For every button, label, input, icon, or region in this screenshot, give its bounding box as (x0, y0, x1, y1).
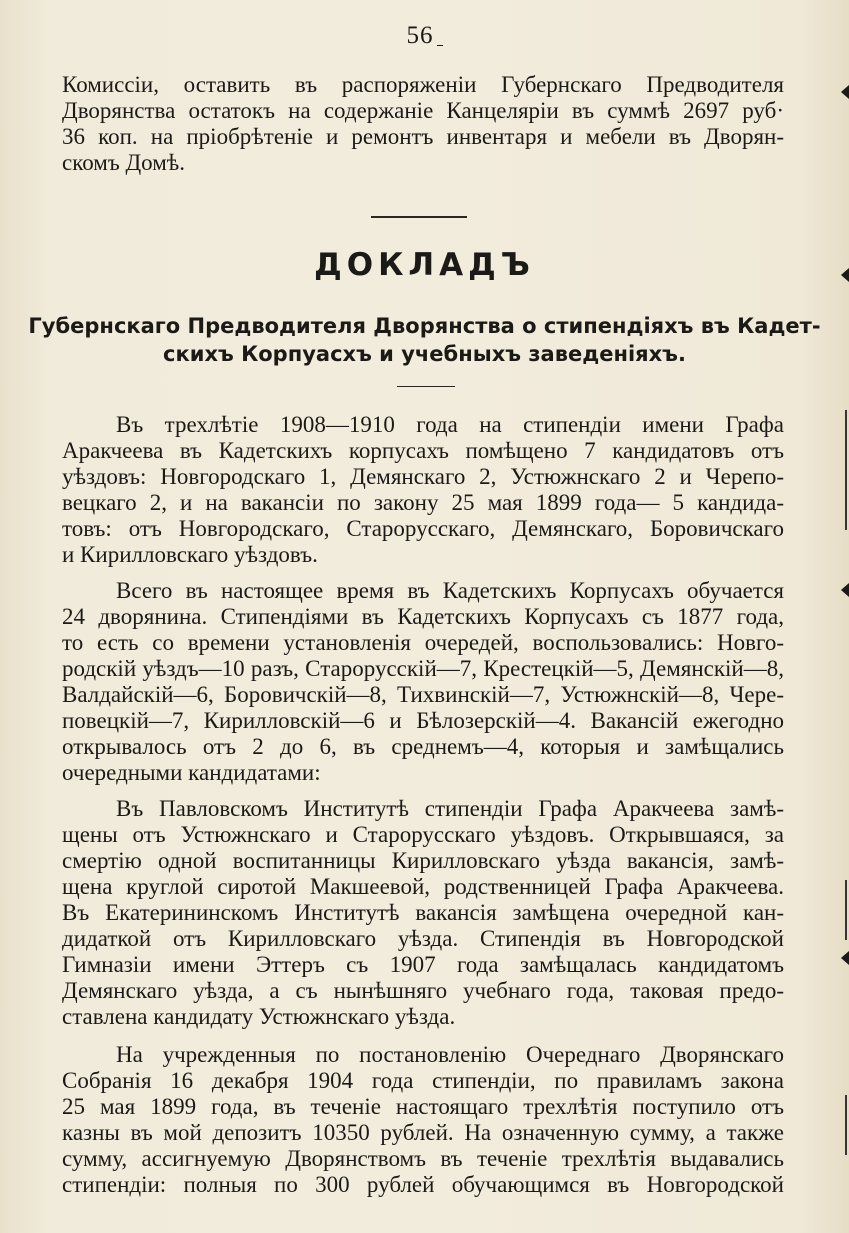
scan-edge-line (845, 880, 847, 940)
scan-edge-arrow (841, 951, 849, 965)
text-line: Аракчеева въ Кадетскихъ корпусахъ помѣщено 7 кандидатовъ отъ (62, 438, 784, 463)
text-line: Комиссіи, оставить въ распоряженіи Губернскаго Предводителя (62, 72, 784, 97)
section-divider (371, 216, 467, 218)
continuation-paragraph (62, 72, 784, 176)
text-line: дидаткой отъ Кирилловскаго уѣзда. Стипендія въ Новгородской (62, 926, 784, 951)
text-line: Валдайскій—6, Боровичскій—8, Тихвинскій—7, Устюжнскій—8, Чере- (62, 682, 784, 707)
text-line: 25 мая 1899 года, въ теченіе настоящаго трехлѣтія поступило отъ (62, 1094, 784, 1119)
text-line: Въ трехлѣтіе 1908—1910 года на стипендіи имени Графа (116, 412, 784, 437)
text-line: скомъ Домѣ. (62, 150, 186, 175)
scan-edge-arrow (841, 85, 849, 99)
report-subheading (0, 312, 849, 368)
text-line: На учрежденныя по постановленію Очереднаго Дворянскаго (116, 1042, 784, 1067)
text-line: товъ: отъ Новгородскаго, Старорусскаго, Демянскаго, Боровичскаго (62, 516, 784, 541)
text-line: Въ Павловскомъ Институтѣ стипендіи Графа Аракчеева замѣ- (116, 796, 784, 821)
text-line: Дворянства остатокъ на содержаніе Канцеляріи въ суммѣ 2697 руб· (62, 98, 784, 123)
text-line: и Кирилловскаго уѣздовъ. (62, 542, 318, 567)
text-line: стипендіи: полныя по 300 рублей обучающимся въ Новгородской (62, 1172, 784, 1197)
text-line: Гимназіи имени Эттеръ съ 1907 года замѣщалась кандидатомъ (62, 952, 784, 977)
text-line: вецкаго 2, и на вакансіи по закону 25 мая 1899 года— 5 кандида- (62, 490, 784, 515)
paragraph-3 (62, 796, 784, 1030)
scan-edge-arrow (841, 583, 849, 597)
paragraph-1 (62, 412, 784, 568)
text-line: 24 дворянина. Стипендіями въ Кадетскихъ Корпусахъ съ 1877 года, (62, 604, 784, 629)
text-line: уѣздовъ: Новгородскаго 1, Демянскаго 2, Устюжнскаго 2 и Черепо- (62, 464, 784, 489)
subheading-line: скихъ Корпуасхъ и учебныхъ заведеніяхъ. (163, 342, 686, 366)
text-line: Демянскаго уѣзда, а съ нынѣшняго учебнаго года, таковая предо- (62, 978, 784, 1003)
text-line: Всего въ настоящее время въ Кадетскихъ Корпусахъ обучается (116, 578, 784, 603)
text-line: открывалось отъ 2 до 6, въ среднемъ—4, которыя и замѣщались (62, 734, 784, 759)
text-line: Въ Екатерининскомъ Институтѣ вакансія замѣщена очередной кан- (62, 900, 784, 925)
text-line: ставлена кандидату Устюжнскаго уѣзда. (62, 1004, 456, 1029)
text-line: родскій уѣздъ—10 разъ, Старорусскій—7, Крестецкій—5, Демянскій—8, (62, 656, 784, 681)
paragraph-2 (62, 578, 784, 786)
subheading-divider (397, 386, 455, 387)
report-heading: ДОКЛАДЪ (314, 247, 535, 283)
text-line: Собранія 16 декабря 1904 года стипендіи, по правиламъ закона (62, 1068, 784, 1093)
text-line: казны въ мой депозитъ 10350 рублей. На означенную сумму, а также (62, 1120, 784, 1145)
text-line: 36 коп. на пріобрѣтеніе и ремонтъ инвентаря и мебели въ Дворян- (62, 124, 784, 149)
page-number: 56 (0, 22, 849, 50)
scan-edge-line (845, 410, 847, 530)
text-line: повецкій—7, Кирилловскій—6 и Бѣлозерскій—4. Вакансій ежегодно (62, 708, 784, 733)
text-line: щены отъ Устюжнскаго и Старорусскаго уѣздовъ. Открывшаяся, за (62, 822, 784, 847)
text-line: очередными кандидатами: (62, 760, 321, 785)
text-line: сумму, ассигнуемую Дворянствомъ въ теченіе трехлѣтія выдавались (62, 1146, 784, 1171)
scan-edge-line (845, 1095, 847, 1155)
text-line: щена круглой сиротой Макшеевой, родственницей Графа Аракчеева. (62, 874, 784, 899)
text-line: то есть со времени установленія очередей, воспользовались: Новго- (62, 630, 784, 655)
paragraph-4 (62, 1042, 784, 1198)
subheading-line: Губернскаго Предводителя Дворянства о стипендіяхъ въ Кадет- (28, 314, 821, 338)
scan-edge-arrow (841, 268, 849, 282)
text-line: смертію одной воспитанницы Кирилловскаго уѣзда вакансія, замѣ- (62, 848, 784, 873)
